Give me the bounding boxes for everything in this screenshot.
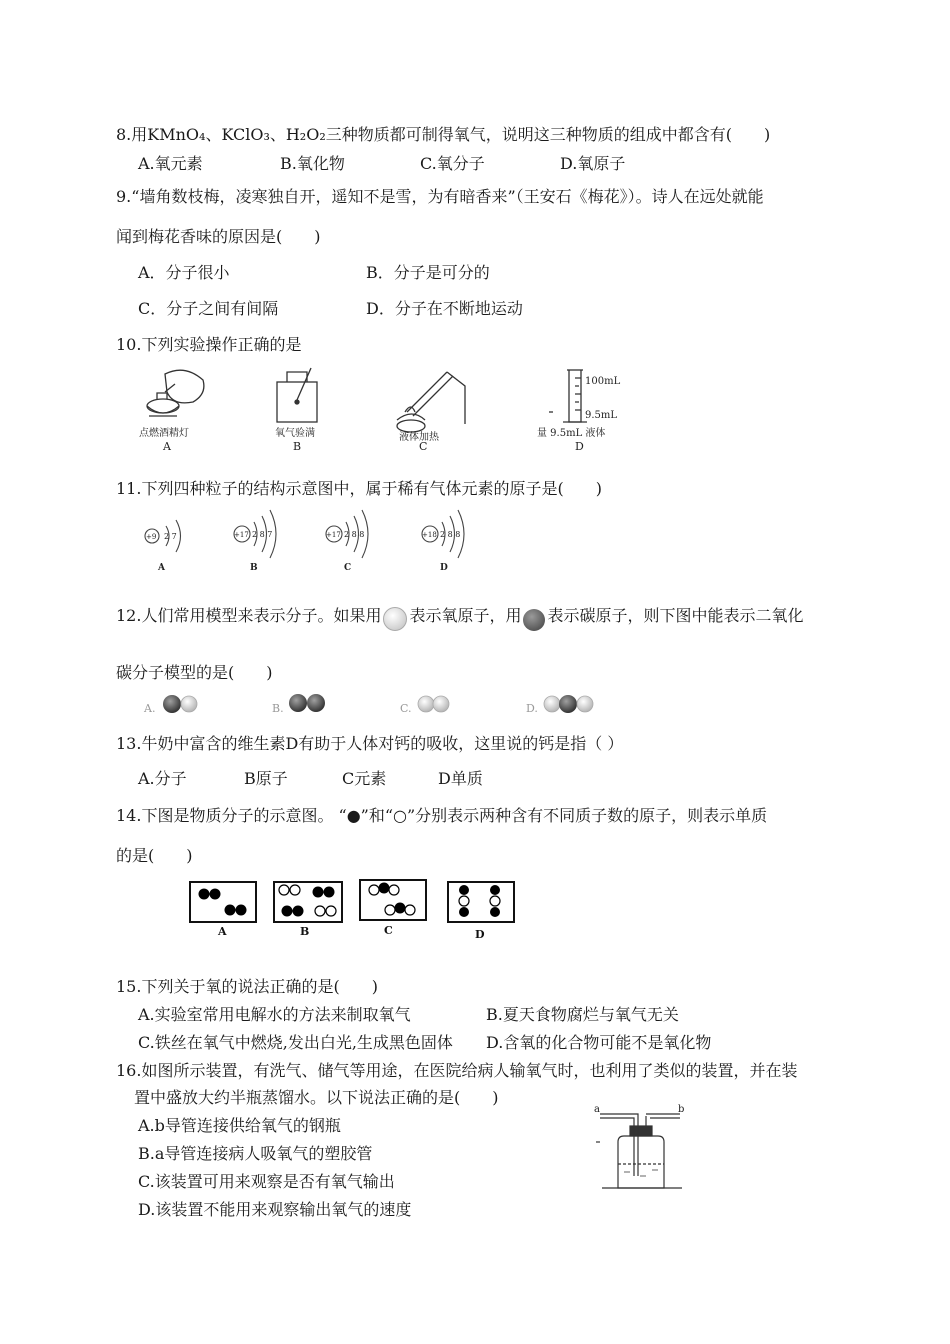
q16-tube-label-a: a	[594, 1104, 600, 1115]
q9-option-c: C．分子之间有间隔	[138, 299, 279, 318]
q11-atom-a-nucleus: +9	[146, 533, 157, 541]
q11-atom-b-nucleus: +17	[234, 531, 249, 539]
q12-stem-part2: 表示氧原子，用	[409, 606, 522, 625]
q14-letter-b: B	[300, 925, 310, 938]
q14-stem-line1: 14.下图是物质分子的示意图。 “●”和“○”分别表示两种含有不同质子数的原子，则表示单质	[116, 806, 768, 825]
q12-stem-line1	[116, 603, 803, 631]
q9-option-d: D．分子在不断地运动	[366, 299, 523, 318]
q11-atom-d-electrons: 2 8 8	[440, 530, 461, 539]
q10-caption-c: 液体加热	[399, 432, 439, 443]
q10-letter-c: C	[419, 440, 428, 453]
q9-stem-line1: 9.“墙角数枝梅，凌寒独自开，遥知不是雪，为有暗香来”（王安石《梅花》）。诗人在远处就能	[116, 187, 764, 206]
q12-stem-part3: 表示碳原子，则下图中能表示二氧化	[547, 606, 804, 625]
test-tube-heating-c-icon	[397, 372, 465, 432]
carbon-atom-icon	[523, 609, 545, 631]
q11-atom-b-letter: B	[250, 563, 258, 573]
q13-option-c: C元素	[342, 769, 387, 788]
q11-atom-a-electrons: 2 7	[164, 532, 177, 541]
q12-letter-a: A.	[144, 702, 156, 715]
q8-option-d: D.氧原子	[560, 154, 626, 173]
q10-letter-a: A	[163, 440, 171, 453]
q15-option-b: B.夏天食物腐烂与氧气无关	[486, 1005, 679, 1024]
graduated-cylinder-d-icon	[549, 370, 587, 422]
q11-atom-c-electrons: 2 8 8	[344, 530, 365, 539]
q16-option-a: A.b导管连接供给氧气的钢瓶	[138, 1116, 341, 1135]
q15-option-c: C.铁丝在氧气中燃烧,发出白光,生成黑色固体	[138, 1033, 453, 1052]
q12-a-carbon-icon	[163, 695, 181, 713]
q10-stem: 10.下列实验操作正确的是	[116, 335, 302, 354]
q14-letter-c: C	[384, 924, 393, 937]
q14-letter-a: A	[218, 925, 227, 938]
q12-molecule-figure	[140, 690, 610, 720]
q11-atom-d-letter: D	[440, 563, 448, 573]
q12-letter-b: B.	[272, 702, 284, 715]
q10-cylinder-mark: 9.5mL	[585, 410, 618, 421]
q16-stem-line1: 16.如图所示装置，有洗气、储气等用途，在医院给病人输氧气时，也利用了类似的装置，并在装	[116, 1061, 798, 1080]
q12-stem-part1: 12.人们常用模型来表示分子。如果用	[116, 606, 382, 625]
q11-atom-c-letter: C	[344, 563, 352, 573]
q11-atom-c-nucleus: +17	[326, 531, 341, 539]
q8-option-b: B.氧化物	[280, 154, 345, 173]
q12-d-oxygen-2-icon	[577, 696, 593, 712]
q8-option-c: C.氧分子	[420, 154, 485, 173]
alcohol-lamp-a-icon	[147, 370, 204, 416]
gas-bottle-b-icon	[277, 368, 317, 422]
q12-c-oxygen-1-icon	[418, 696, 434, 712]
q15-option-d: D.含氧的化合物可能不是氧化物	[486, 1033, 712, 1052]
q16-option-c: C.该装置可用来观察是否有氧气输出	[138, 1172, 395, 1191]
q14-letter-d: D	[475, 928, 485, 940]
q15-stem: 15.下列关于氧的说法正确的是( )	[116, 977, 378, 996]
q12-a-oxygen-icon	[181, 696, 197, 712]
q13-option-d: D单质	[438, 769, 483, 788]
q10-letter-b: B	[293, 440, 302, 453]
q13-option-a: A.分子	[138, 769, 187, 788]
q16-option-d: D.该装置不能用来观察输出氧气的速度	[138, 1200, 412, 1219]
q11-figure	[138, 508, 478, 576]
q9-option-a: A．分子很小	[138, 263, 230, 282]
q12-stem-line2: 碳分子模型的是( )	[116, 663, 273, 682]
q16-tube-label-b: b	[678, 1104, 685, 1115]
q14-figure	[188, 878, 520, 940]
q12-b-carbon-2-icon	[307, 694, 325, 712]
q10-figure	[135, 364, 625, 456]
q10-letter-d: D	[575, 440, 584, 453]
q10-caption-a: 点燃酒精灯	[139, 428, 189, 439]
q12-c-oxygen-2-icon	[433, 696, 449, 712]
q11-stem: 11.下列四种粒子的结构示意图中，属于稀有气体元素的原子是( )	[116, 479, 602, 498]
q8-option-a: A.氧元素	[138, 154, 203, 173]
q12-letter-c: C.	[400, 702, 412, 715]
q13-option-b: B原子	[244, 769, 288, 788]
q10-cylinder-top: 100mL	[585, 376, 621, 387]
q13-stem: 13.牛奶中富含的维生素D有助于人体对钙的吸收，这里说的钙是指（ ）	[116, 734, 624, 753]
q12-d-carbon-icon	[559, 695, 577, 713]
q8-stem: 8.用KMnO₄、KClO₃、H₂O₂三种物质都可制得氧气，说明这三种物质的组成中都含有( )	[116, 125, 771, 144]
q9-stem-line2: 闻到梅花香味的原因是( )	[116, 227, 321, 246]
q15-option-a: A.实验室常用电解水的方法来制取氧气	[138, 1005, 411, 1024]
q14-stem-line2: 的是( )	[116, 846, 193, 865]
q11-atom-d-nucleus: +18	[422, 531, 437, 539]
oxygen-atom-icon	[383, 607, 407, 631]
q11-atom-b-electrons: 2 8 7	[252, 530, 273, 539]
q10-caption-d: 量 9.5mL 液体	[537, 428, 606, 439]
q16-option-b: B.a导管连接病人吸氧气的塑胶管	[138, 1144, 373, 1163]
q12-letter-d: D.	[526, 702, 538, 715]
q12-d-oxygen-1-icon	[544, 696, 560, 712]
q16-stem-line2: 置中盛放大约半瓶蒸馏水。以下说法正确的是( )	[134, 1088, 499, 1107]
q10-caption-b: 氧气验满	[275, 428, 315, 439]
q12-b-carbon-1-icon	[289, 694, 307, 712]
q11-atom-a-letter: A	[158, 563, 165, 573]
q16-gas-washing-bottle-figure	[588, 1102, 698, 1192]
q9-option-b: B．分子是可分的	[366, 263, 490, 282]
